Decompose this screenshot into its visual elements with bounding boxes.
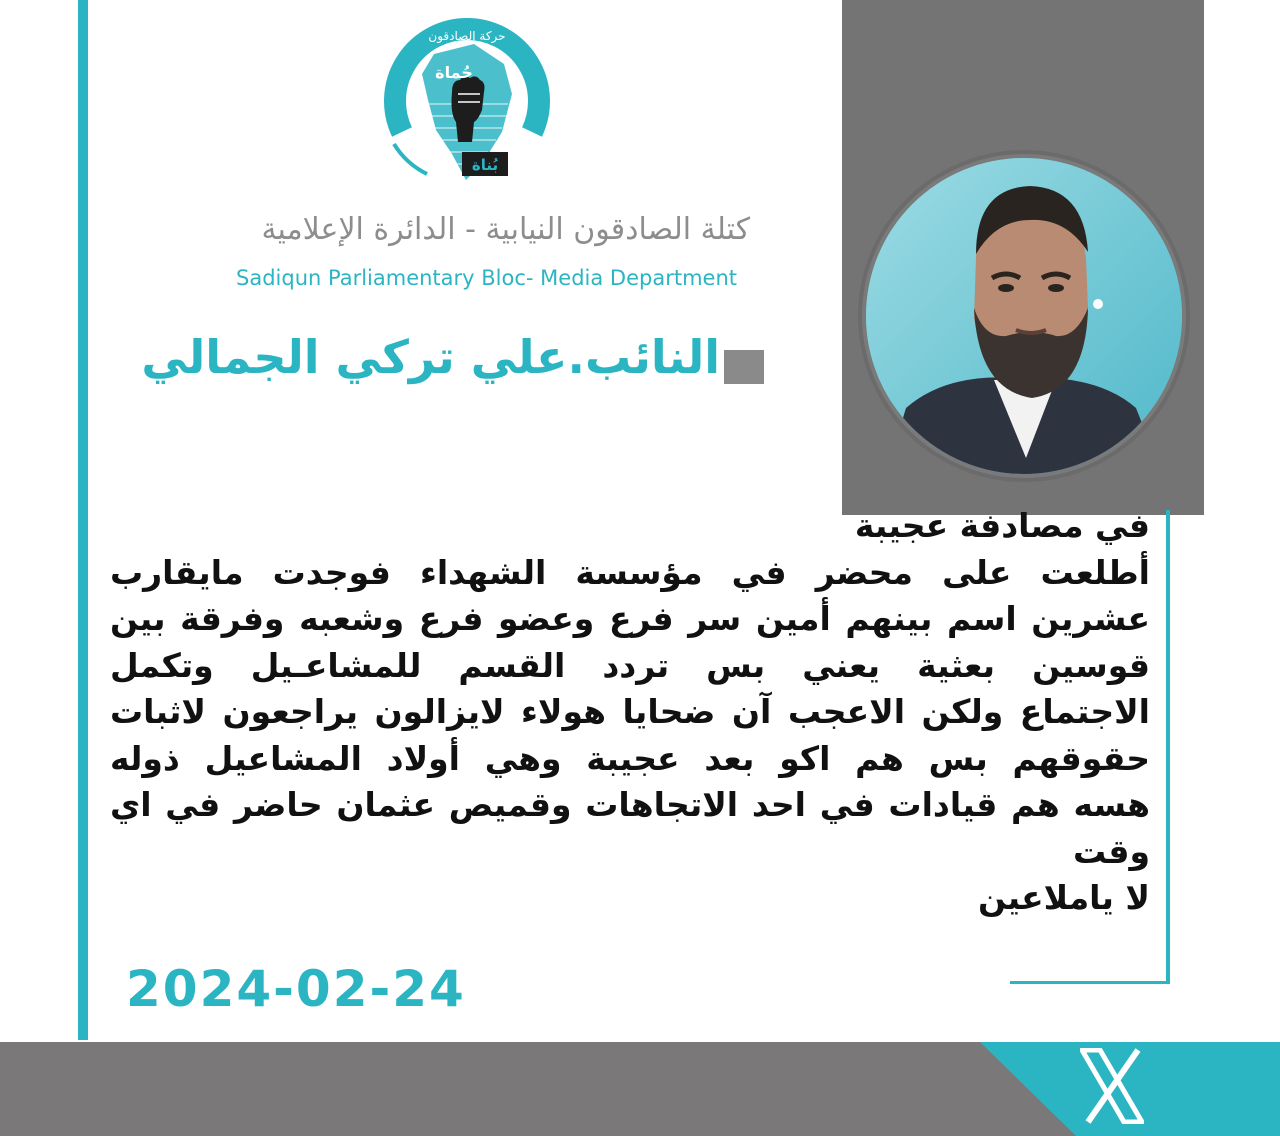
post-line: في مصادفة عجيبة — [854, 506, 1150, 545]
text-frame-vertical-rule — [1166, 510, 1170, 984]
bloc-name-english: Sadiqun Parliamentary Bloc- Media Department — [236, 266, 737, 290]
post-line: الاجتماع ولكن الاعجب آن ضحايا هولاء لايزالون يراجعون لاثبات — [110, 692, 1150, 731]
post-line: حقوقهم بس هم اكو بعد عجيبة وهي أولاد المشاعيل ذوله — [110, 738, 1150, 778]
title-marker-square — [724, 350, 764, 384]
left-accent-rule — [78, 0, 88, 1040]
post-line: وقت — [1072, 831, 1150, 871]
portrait-image — [866, 158, 1182, 474]
svg-text:حركة الصادقون: حركة الصادقون — [428, 29, 506, 43]
post-line: أطلعت على محضر في مؤسسة الشهداء فوجدت مايقارب — [110, 552, 1150, 592]
logo-emblem-icon — [382, 14, 552, 189]
post-body — [110, 503, 1150, 922]
x-logo-icon[interactable] — [1080, 1048, 1144, 1124]
svg-text:حُماة: حُماة — [435, 63, 473, 82]
post-line: لا ياملاعين — [977, 878, 1150, 917]
post-line: قوسين بعثية يعني بس تردد القسم للمشاعـيل وتكمل — [110, 645, 1150, 685]
mp-name-title: النائب.علي تركي الجمالي — [141, 330, 720, 384]
post-line: عشرين اسم بينهم أمين سر فرع وعضو فرع وشعبه وفرقة بين — [110, 599, 1150, 638]
svg-text:بُناة: بُناة — [471, 156, 499, 174]
movement-logo — [382, 14, 552, 189]
bloc-name-arabic: كتلة الصادقون النيابية - الدائرة الإعلامية — [261, 212, 750, 247]
post-date: 2024-02-24 — [126, 960, 466, 1018]
post-line: هسه هم قيادات في احد الاتجاهات وقميص عثمان حاضر في اي — [110, 785, 1150, 824]
mp-portrait — [866, 158, 1182, 474]
text-frame-horizontal-rule — [1010, 981, 1170, 984]
